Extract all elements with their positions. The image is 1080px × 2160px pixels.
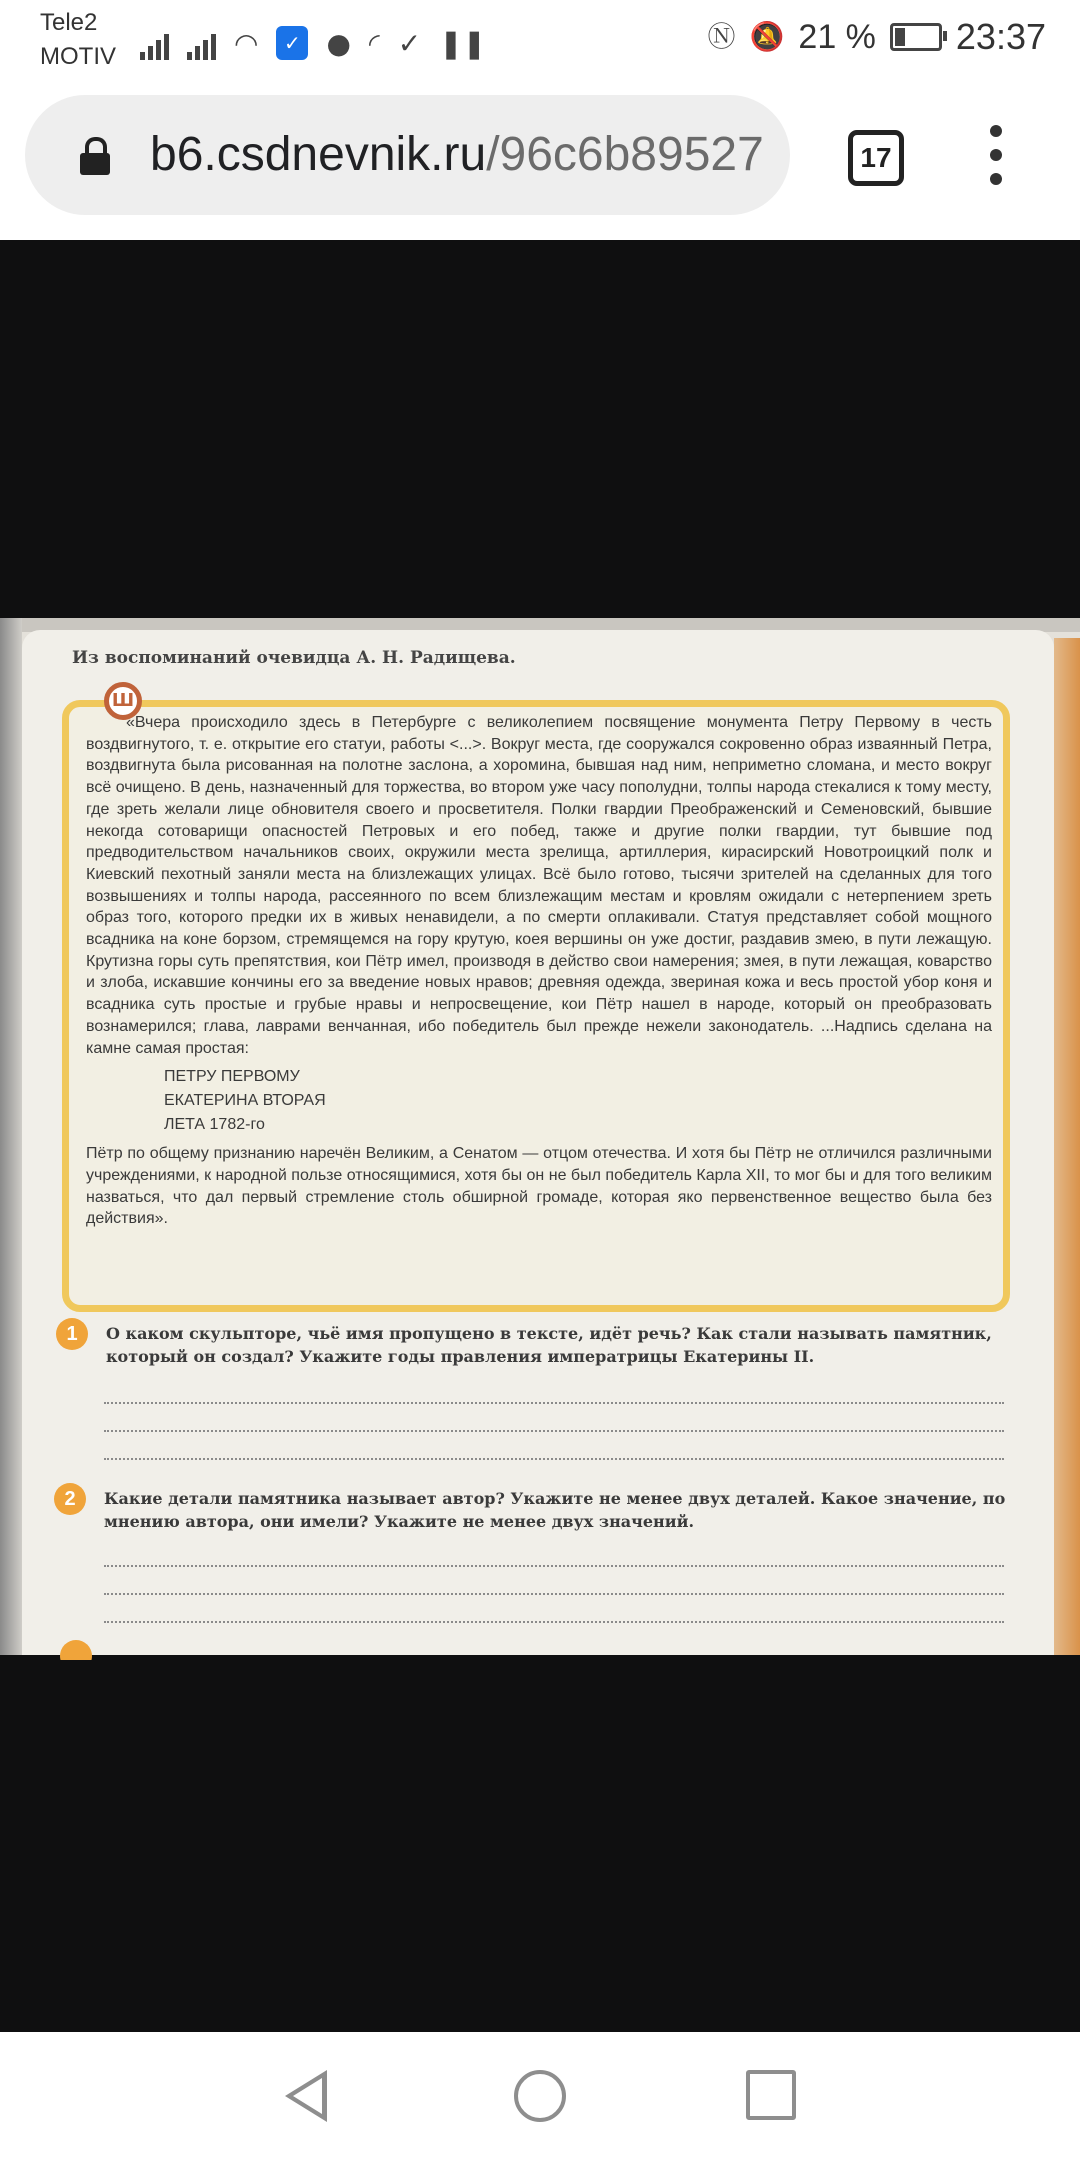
inscription-line: ПЕТРУ ПЕРВОМУ <box>164 1068 300 1086</box>
nfc-icon: Ⓝ <box>707 21 736 52</box>
status-bar <box>0 0 1080 95</box>
inscription-line: ЛЕТА 1782-го <box>164 1116 265 1134</box>
signal-icon <box>187 32 216 60</box>
back-icon[interactable] <box>285 2070 327 2122</box>
answer-line <box>104 1621 1004 1623</box>
tab-switcher-button[interactable]: 17 <box>848 130 904 186</box>
page-edge <box>1054 638 1080 1655</box>
answer-line <box>104 1565 1004 1567</box>
browser-toolbar <box>0 95 1080 240</box>
pause-icon: ❚❚ <box>439 27 487 60</box>
signal-icon <box>140 32 169 60</box>
quote-paragraph: «Вчера происходило здесь в Петербурге с великолепием посвящение монумента Петру Первому в честь воздвигнутого, т. е. открытие его статуи, работы <...>. Вокруг места, где сооружался сокровенно образ изваянный Петра, воздвигнута была рисованная на полотне заслона, а хоромина, бывшая над ним, неприметно сломана, и место вокруг всё очищено. В день, назначенный для торжества, во втором уже часу пополудни, толпы народа стекалися к тому месту, где зреть желали лице обновителя своего и просветителя. Полки гвардии Преображенский и Семеновский, бывшие некогда сотоварищи опасностей Петровых и его побед, также и другие полки гвардии, тут бывшие под предводительством начальников своих, окружили места зрелища, артиллерия, кирасирский Новотроицкий полк и Киевский пехотный заняли места на близлежащих улицах. Всё было готово, тысячи зрителей на сделанных для того возвышениях и толпы народа, рассеянного по всем близлежащим местам и кровлям ожидали с нетерпением зреть образ того, которого предки их в живых ненавидели, а по смерти оплакивали. Статуя представляет собой мощного всадника на коне борзом, стремящемся на гору крутую, коея вершины он уже достиг, раздавив змею, в пути лежащую. Крутизна горы суть препятствия, кои Пётр имел, производя в действо свои намерения; змея, в пути лежащая, коварство и злоба, искавшие кончины его за введение новых нравов; древняя одежда, звериная кожа и весь простой убор коня и всадника суть простые и грубые нравы и непросвещение, кои Пётр нашел в народе, который он преобразовать вознамерился; глава, лаврами венчанная, ибо победитель был прежде нежели законодатель. ...Надпись сделана на камне самая простая: <box>86 714 992 1057</box>
wifi-icon: ◠ <box>234 27 259 60</box>
answer-line <box>104 1402 1004 1404</box>
next-question-badge <box>60 1640 100 1660</box>
answer-line <box>104 1458 1004 1460</box>
quote-document-icon: Ш <box>104 682 142 720</box>
url-path: /96c6b89527 <box>486 128 764 181</box>
more-menu-icon[interactable] <box>985 125 1007 195</box>
quote-after: Пётр по общему признанию наречён Великим, а Сенатом — отцом отечества. И хотя бы Пётр не отличился различными учреждениями, к народной пользе относящимися, хотя бы он не был победитель Карла XII, то мог бы и для того великим назваться, что дал первый стремление столь обширной громаде, которая яко первенственное вещество была без действия». <box>86 1145 992 1228</box>
answer-line <box>104 1430 1004 1432</box>
navigation-bar <box>0 2032 1080 2160</box>
lock-icon[interactable] <box>80 137 110 173</box>
carrier-sub: MOTIV <box>40 43 116 70</box>
source-heading: Из воспоминаний очевидца А. Н. Радищева. <box>72 648 516 668</box>
url-domain: b6.csdnevnik.ru <box>150 128 487 181</box>
download-done-icon: ✓ <box>397 27 422 60</box>
carrier-name: Tele2 <box>40 9 98 36</box>
status-right <box>708 16 1046 58</box>
home-icon[interactable] <box>514 2070 566 2122</box>
shield-icon: ✓ <box>276 26 308 60</box>
quote-text <box>86 712 992 1230</box>
status-icons <box>140 20 486 60</box>
question-text: О каком скульпторе, чьё имя пропущено в тексте, идёт речь? Как стали называть памятник, который он создал? Укажите годы правления императрицы Екатерины II. <box>106 1324 992 1366</box>
inscription <box>164 1065 992 1137</box>
battery-fill <box>895 28 905 46</box>
mute-icon: 🔕 <box>749 21 785 52</box>
inscription-line: ЕКАТЕРИНА ВТОРАЯ <box>164 1092 326 1110</box>
chat-icon: ● <box>326 27 351 60</box>
battery-percent: 21 % <box>798 17 876 56</box>
carrier-label <box>40 6 116 74</box>
battery-icon <box>890 23 942 51</box>
url-bar[interactable] <box>25 95 790 215</box>
cast-icon: ◜ <box>368 27 380 60</box>
question-number-badge: 1 <box>56 1318 88 1350</box>
clock: 23:37 <box>955 16 1046 57</box>
recent-apps-icon[interactable] <box>746 2070 796 2120</box>
url-text[interactable] <box>150 125 764 185</box>
question-number-badge: 2 <box>54 1483 86 1515</box>
answer-line <box>104 1593 1004 1595</box>
spine-shadow <box>0 618 22 1655</box>
question-text: Какие детали памятника называет автор? Укажите не менее двух деталей. Какое значение, по мнению автора, они имели? Укажите не менее двух значений. <box>104 1489 1006 1531</box>
